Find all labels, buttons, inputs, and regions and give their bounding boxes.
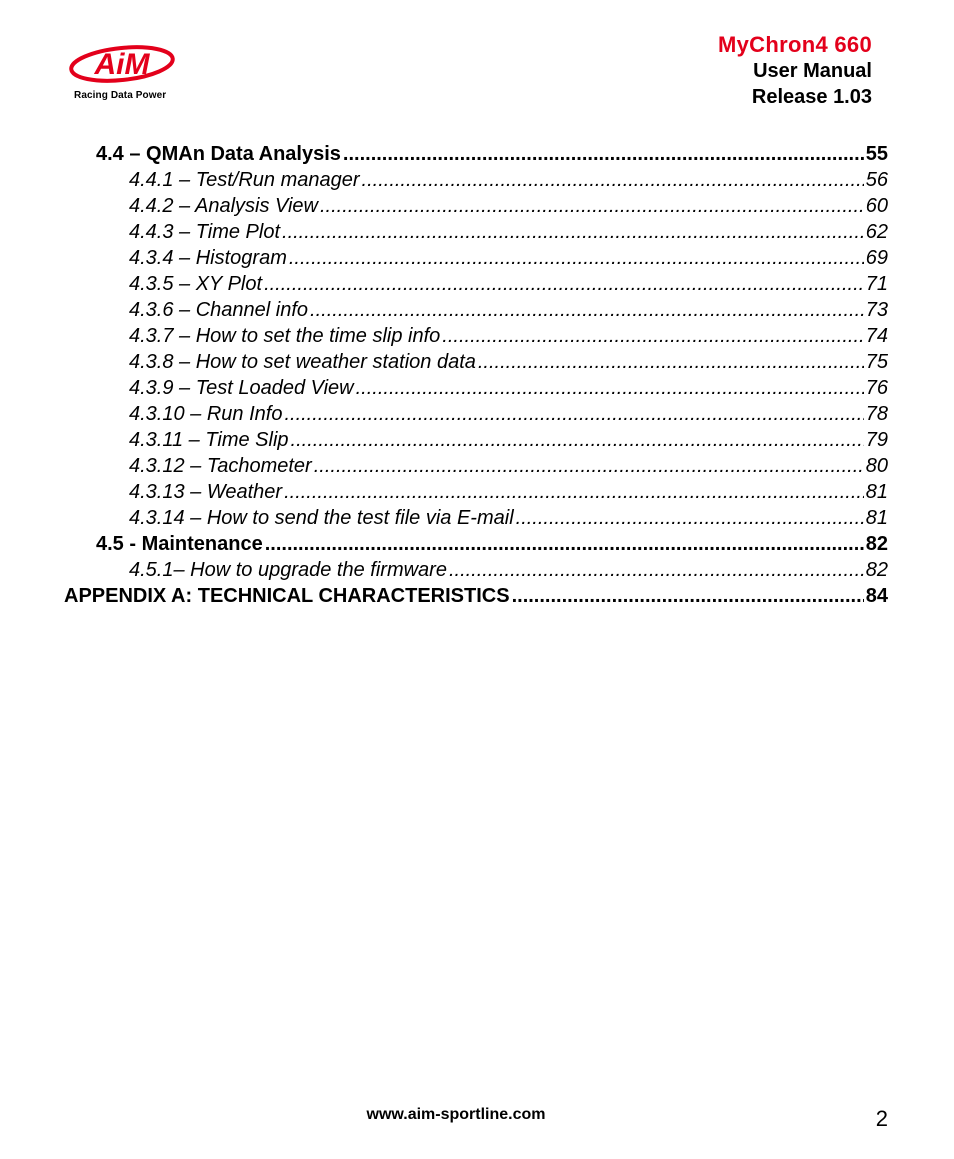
toc-entry-page: 60 [865, 195, 888, 217]
toc-leader-dots [343, 141, 864, 167]
logo-text: AiM [94, 48, 150, 81]
aim-logo [68, 38, 188, 108]
toc-entry[interactable] [129, 375, 888, 401]
toc-entry-title: 4.4.1 – Test/Run manager [129, 169, 360, 191]
toc-entry[interactable] [129, 193, 888, 219]
toc-entry-page: 76 [865, 377, 888, 399]
toc-leader-dots [449, 557, 864, 583]
toc-entry-title: 4.3.13 – Weather [129, 481, 283, 503]
logo-tagline: Racing Data Power [74, 90, 167, 101]
toc-entry-title: 4.4.2 – Analysis View [129, 195, 318, 217]
toc-entry-page: 62 [865, 221, 888, 243]
toc-leader-dots [314, 453, 864, 479]
toc-entry-page: 75 [865, 351, 888, 373]
toc-entry-page: 80 [865, 455, 888, 477]
toc-entry[interactable] [129, 427, 888, 453]
toc-entry-page: 79 [865, 429, 888, 451]
toc-leader-dots [265, 531, 864, 557]
toc-entry[interactable] [129, 557, 888, 583]
toc-entry[interactable] [129, 219, 888, 245]
toc-entry[interactable] [96, 531, 888, 557]
toc-entry-title: 4.3.14 – How to send the test file via E-mail [129, 507, 514, 529]
toc-entry-title: APPENDIX A: TECHNICAL CHARACTERISTICS [64, 585, 510, 607]
toc-leader-dots [516, 505, 864, 531]
toc-entry[interactable] [129, 323, 888, 349]
toc-entry[interactable] [129, 401, 888, 427]
toc-leader-dots [320, 193, 864, 219]
toc-entry-title: 4.3.6 – Channel info [129, 299, 309, 321]
toc-entry-title: 4.5.1– How to upgrade the firmware [129, 559, 447, 581]
toc-leader-dots [289, 245, 864, 271]
footer-url[interactable]: www.aim-sportline.com [366, 1106, 546, 1123]
toc-leader-dots [442, 323, 863, 349]
toc-entry[interactable] [129, 245, 888, 271]
document-type: User Manual [753, 60, 872, 82]
toc-entry[interactable] [129, 505, 888, 531]
toc-leader-dots [478, 349, 864, 375]
toc-leader-dots [356, 375, 864, 401]
toc-leader-dots [310, 297, 864, 323]
toc-entry-title: 4.4.3 – Time Plot [129, 221, 281, 243]
toc-entry-title: 4.3.10 – Run Info [129, 403, 283, 425]
toc-entry-page: 69 [865, 247, 888, 269]
toc-entry-title: 4.3.9 – Test Loaded View [129, 377, 354, 399]
toc-entry[interactable] [129, 271, 888, 297]
toc-entry-page: 82 [865, 533, 888, 555]
toc-leader-dots [264, 271, 864, 297]
toc-entry[interactable] [129, 479, 888, 505]
release-version: Release 1.03 [751, 86, 872, 108]
page-number: 2 [875, 1106, 888, 1131]
toc-entry-title: 4.3.5 – XY Plot [129, 273, 263, 295]
toc-entry[interactable] [129, 349, 888, 375]
toc-entry-title: 4.3.11 – Time Slip [129, 429, 289, 451]
toc-leader-dots [282, 219, 864, 245]
aim-logo-icon [68, 38, 180, 86]
toc-entry-page: 71 [865, 273, 888, 295]
toc-entry-title: 4.3.4 – Histogram [129, 247, 287, 269]
toc-entry-page: 82 [865, 559, 888, 581]
toc-entry-page: 56 [865, 169, 888, 191]
toc-entry-page: 81 [865, 481, 888, 503]
toc-leader-dots [512, 583, 864, 609]
toc-entry-title: 4.3.7 – How to set the time slip info [129, 325, 441, 347]
toc-entry[interactable] [129, 453, 888, 479]
toc-leader-dots [362, 167, 864, 193]
toc-entry-page: 81 [865, 507, 888, 529]
toc-entry-page: 84 [865, 585, 888, 607]
toc-entry[interactable] [64, 583, 888, 609]
toc-entry-title: 4.4 – QMAn Data Analysis [96, 143, 341, 165]
toc-entry-title: 4.3.8 – How to set weather station data [129, 351, 476, 373]
toc-entry[interactable] [129, 167, 888, 193]
product-name: MyChron4 660 [718, 32, 872, 57]
toc-entry-page: 74 [865, 325, 888, 347]
toc-entry-page: 73 [865, 299, 888, 321]
document-header [718, 32, 872, 110]
toc-entry-page: 78 [865, 403, 888, 425]
toc-entry[interactable] [96, 141, 888, 167]
toc-entry-title: 4.5 - Maintenance [96, 533, 263, 555]
toc-entry-page: 55 [865, 143, 888, 165]
toc-entry-title: 4.3.12 – Tachometer [129, 455, 312, 477]
toc-leader-dots [291, 427, 864, 453]
toc-leader-dots [284, 401, 863, 427]
toc-entry[interactable] [129, 297, 888, 323]
toc-leader-dots [284, 479, 864, 505]
